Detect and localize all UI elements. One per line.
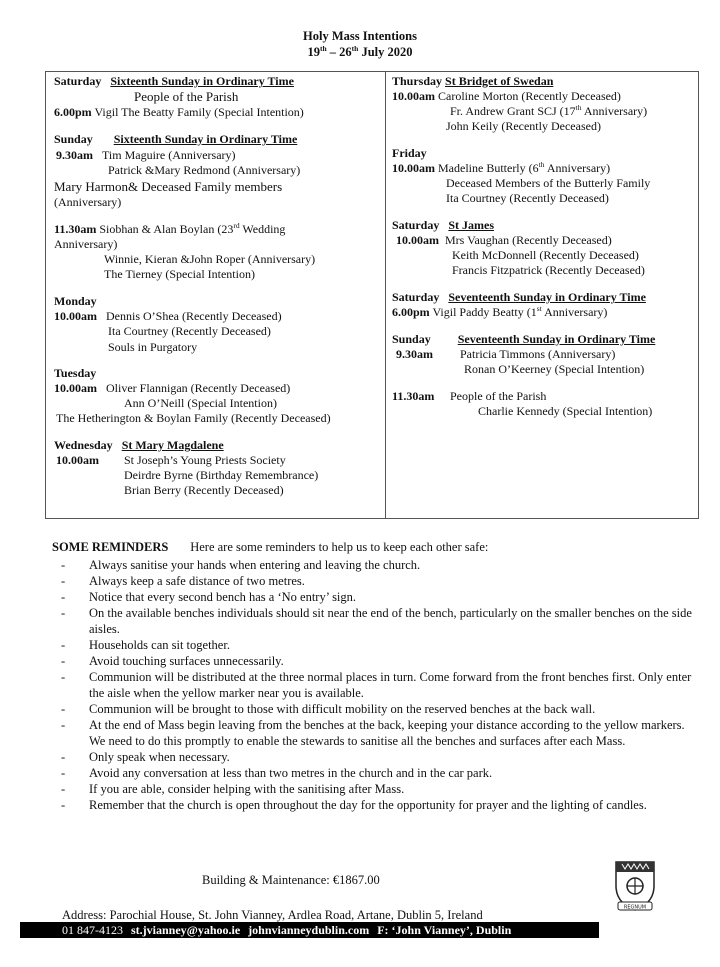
bullet-dash: - bbox=[61, 766, 66, 780]
reminder-item bbox=[52, 765, 702, 781]
reminder-text: Remember that the church is open throughout the day for the opportunity for prayer and the lighting of candles. bbox=[89, 798, 647, 812]
intention: Francis Fitzpatrick (Recently Deceased) bbox=[452, 263, 645, 277]
reminder-item bbox=[52, 605, 702, 637]
bullet-dash: - bbox=[61, 782, 66, 796]
intention: Souls in Purgatory bbox=[108, 340, 198, 354]
bullet-dash: - bbox=[61, 590, 66, 604]
bullet-dash: - bbox=[61, 558, 66, 572]
email-link[interactable]: st.jvianney@yahoo.ie bbox=[131, 923, 241, 937]
time: 11.30am bbox=[392, 389, 435, 403]
intention: Patricia Timmons (Anniversary) bbox=[460, 347, 616, 361]
bullet-dash: - bbox=[61, 750, 66, 764]
reminder-text: Notice that every second bench has a ‘No entry’ sign. bbox=[89, 590, 357, 604]
intention: Winnie, Kieran &John Roper (Anniversary) bbox=[104, 252, 316, 266]
sunday-heading: Sunday Seventeenth Sunday in Ordinary Time bbox=[392, 332, 656, 346]
tuesday-heading: Tuesday bbox=[54, 366, 97, 380]
intention: People of the Parish bbox=[134, 89, 239, 104]
building-maintenance: Building & Maintenance: €1867.00 bbox=[202, 873, 380, 887]
intention: Brian Berry (Recently Deceased) bbox=[124, 483, 284, 497]
intention: John Keily (Recently Deceased) bbox=[446, 119, 601, 133]
crest-motto: REGNUM bbox=[623, 904, 647, 911]
intention: 10.00am Caroline Morton (Recently Deceased) bbox=[392, 89, 621, 103]
intention: Ann O’Neill (Special Intention) bbox=[124, 396, 277, 410]
reminder-item bbox=[52, 797, 702, 813]
friday-heading: Friday bbox=[392, 146, 427, 160]
reminder-text: On the available benches individuals should sit near the end of the bench, particularly on the smaller benches on the side aisles. bbox=[89, 606, 692, 636]
intention: Ronan O’Keerney (Special Intention) bbox=[464, 362, 645, 376]
intention: Ita Courtney (Recently Deceased) bbox=[108, 324, 271, 338]
intention: Anniversary) bbox=[54, 237, 118, 251]
contact-bar bbox=[20, 922, 599, 938]
reminder-item bbox=[52, 589, 702, 605]
monday-heading: Monday bbox=[54, 294, 97, 308]
bullet-dash: - bbox=[61, 654, 66, 668]
address: Address: Parochial House, St. John Vianney, Ardlea Road, Artane, Dublin 5, Ireland bbox=[62, 908, 483, 922]
bullet-dash: - bbox=[61, 606, 66, 620]
reminder-text: At the end of Mass begin leaving from the benches at the back, keeping your distance according to the yellow markers. We need to do this promptly to enable the stewards to sanitise all the benches and surfaces after each Mass. bbox=[89, 718, 685, 748]
mass-intentions-table bbox=[45, 71, 699, 519]
bullet-dash: - bbox=[61, 670, 66, 684]
reminder-text: If you are able, consider helping with the sanitising after Mass. bbox=[89, 782, 405, 796]
intention: 10.00am Madeline Butterly (6th Anniversary) bbox=[392, 160, 611, 175]
reminder-text: Avoid any conversation at less than two metres in the church and in the car park. bbox=[89, 766, 493, 780]
reminder-item bbox=[52, 573, 702, 589]
intention: 10.00am Dennis O’Shea (Recently Deceased) bbox=[54, 309, 282, 323]
thursday-heading: Thursday St Bridget of Swedan bbox=[392, 74, 554, 88]
reminder-item bbox=[52, 749, 702, 765]
intention: 6.00pm Vigil Paddy Beatty (1st Anniversary) bbox=[392, 304, 608, 319]
bullet-dash: - bbox=[61, 718, 66, 732]
fax-info: F: ‘John Vianney’, Dublin bbox=[377, 923, 512, 937]
reminder-item bbox=[52, 717, 702, 749]
time: 9.30am bbox=[396, 347, 433, 361]
intention: 10.00am Oliver Flannigan (Recently Deceased) bbox=[54, 381, 291, 395]
reminders-list bbox=[52, 557, 702, 813]
intention: Mary Harmon& Deceased Family members bbox=[54, 179, 283, 194]
reminder-item bbox=[52, 781, 702, 797]
reminder-text: Communion will be distributed at the three normal places in turn. Come forward from the front benches first. Only enter the aisle when the yellow marker near you is available. bbox=[89, 670, 692, 700]
intention: The Tierney (Special Intention) bbox=[104, 267, 255, 281]
intention: Fr. Andrew Grant SCJ (17th Anniversary) bbox=[450, 103, 648, 118]
intention: Charlie Kennedy (Special Intention) bbox=[478, 404, 653, 418]
reminder-item bbox=[52, 653, 702, 669]
page-title: Holy Mass Intentions bbox=[303, 29, 417, 43]
intention: The Hetherington & Boylan Family (Recently Deceased) bbox=[56, 411, 331, 425]
column-divider bbox=[385, 72, 386, 518]
reminder-text: Always keep a safe distance of two metres. bbox=[89, 574, 305, 588]
intention: Keith McDonnell (Recently Deceased) bbox=[452, 248, 639, 262]
sunday-heading: Sunday Sixteenth Sunday in Ordinary Time bbox=[54, 132, 298, 146]
parish-crest-icon bbox=[612, 858, 658, 914]
reminder-text: Communion will be brought to those with difficult mobility on the reserved benches at the back wall. bbox=[89, 702, 596, 716]
saturday-heading: Saturday St James bbox=[392, 218, 495, 232]
reminder-text: Only speak when necessary. bbox=[89, 750, 230, 764]
intention: Patrick &Mary Redmond (Anniversary) bbox=[108, 163, 301, 177]
reminder-text: Avoid touching surfaces unnecessarily. bbox=[89, 654, 284, 668]
intention: St Joseph’s Young Priests Society bbox=[124, 453, 286, 467]
intention: 11.30am Siobhan & Alan Boylan (23rd Wedding bbox=[54, 221, 286, 236]
reminder-item bbox=[52, 637, 702, 653]
saturday-vigil-heading: Saturday Seventeenth Sunday in Ordinary Time bbox=[392, 290, 646, 304]
time: 10.00am bbox=[56, 453, 99, 467]
website-link[interactable]: johnvianneydublin.com bbox=[248, 923, 370, 937]
intention: 9.30am Tim Maguire (Anniversary) bbox=[56, 148, 236, 162]
date-range: 19th – 26th July 2020 bbox=[307, 43, 413, 59]
intention: Ita Courtney (Recently Deceased) bbox=[446, 191, 609, 205]
reminder-text: Always sanitise your hands when entering and leaving the church. bbox=[89, 558, 421, 572]
intention: Deirdre Byrne (Birthday Remembrance) bbox=[124, 468, 319, 482]
reminder-item bbox=[52, 669, 702, 701]
bullet-dash: - bbox=[61, 638, 66, 652]
intention: Deceased Members of the Butterly Family bbox=[446, 176, 651, 190]
wednesday-heading: Wednesday St Mary Magdalene bbox=[54, 438, 224, 452]
bullet-dash: - bbox=[61, 702, 66, 716]
saturday-heading: Saturday Sixteenth Sunday in Ordinary Time bbox=[54, 74, 294, 88]
reminder-item bbox=[52, 557, 702, 573]
phone-number: 01 847-4123 bbox=[62, 923, 123, 937]
bullet-dash: - bbox=[61, 798, 66, 812]
reminders-heading: SOME REMINDERS Here are some reminders to help us to keep each other safe: bbox=[52, 540, 489, 554]
intention: People of the Parish bbox=[450, 389, 547, 403]
reminder-item bbox=[52, 701, 702, 717]
intention: (Anniversary) bbox=[54, 195, 122, 209]
bullet-dash: - bbox=[61, 574, 66, 588]
intention: 10.00am Mrs Vaughan (Recently Deceased) bbox=[396, 233, 612, 247]
intention: 6.00pm Vigil The Beatty Family (Special Intention) bbox=[54, 105, 304, 119]
reminder-text: Households can sit together. bbox=[89, 638, 230, 652]
